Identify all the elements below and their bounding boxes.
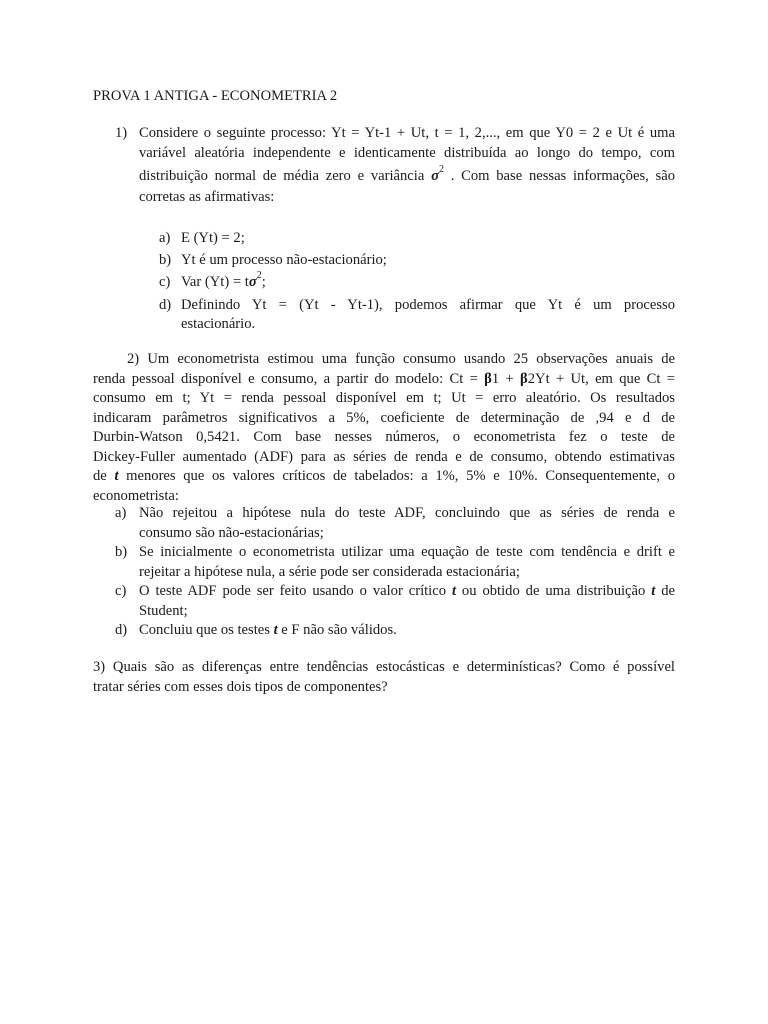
- option-label: b): [115, 544, 128, 560]
- option-label: b): [159, 251, 172, 268]
- option-text: E (Yt) = 2;: [181, 230, 245, 246]
- option-1c: [159, 270, 675, 294]
- option-text: [139, 582, 675, 621]
- question-1: [115, 124, 675, 207]
- option-2a: [115, 504, 675, 543]
- option-line: rejeitar a hipótese nula, a série pode ser considerada estacionária;: [139, 563, 520, 580]
- option-text-part: ;: [261, 274, 266, 290]
- question-2-line: indicaram parâmetros significativos a 5%, coeficiente de determinação de ,94 e d de: [93, 409, 675, 426]
- option-text: [139, 543, 675, 582]
- question-2-line: 2) Um econometrista estimou uma função consumo usando 25 observações anuais de: [127, 351, 675, 367]
- text-part: e F não são válidos.: [277, 622, 397, 638]
- option-text: [139, 621, 675, 641]
- text-part: Concluiu que os testes: [139, 622, 274, 638]
- question-2-options: [115, 504, 675, 641]
- question-1-options: [159, 229, 675, 337]
- text-part: ou obtido de uma distribuição: [456, 583, 652, 599]
- option-1d: [159, 296, 675, 335]
- question-1-line: corretas as afirmativas:: [139, 188, 275, 205]
- question-1-line: variável aleatória independente e identicamente distribuída ao longo do tempo, com: [139, 144, 675, 161]
- variance-text: distribuição normal de média zero e variância: [139, 168, 432, 184]
- model-text: renda pessoal disponível e consumo, a partir do modelo: Ct =: [93, 370, 485, 387]
- model-text: 2Yt + Ut, em que Ct =: [527, 370, 675, 387]
- beta-symbol: β: [484, 370, 492, 387]
- option-text: [181, 270, 675, 294]
- t-symbol: t: [273, 622, 278, 638]
- option-line: Definindo Yt = (Yt - Yt-1), podemos afirmar que Yt é um processo: [181, 296, 675, 313]
- option-line: [139, 582, 675, 602]
- text-part: de: [655, 583, 675, 599]
- option-2c: [115, 582, 675, 621]
- t-symbol: t: [651, 583, 656, 599]
- text-part: O teste ADF pode ser feito usando o valor crítico: [139, 583, 452, 599]
- option-label: c): [115, 583, 127, 599]
- superscript-2: 2: [438, 164, 444, 175]
- question-2-line: consumo em t; Yt = renda pessoal disponível em t; Ut = erro aleatório. Os resultados: [93, 390, 675, 406]
- option-label: d): [159, 296, 172, 313]
- variance-text-after: . Com base nessas informações, são: [443, 168, 675, 184]
- option-1a: [159, 229, 675, 249]
- question-3-line: 3) Quais são as diferenças entre tendências estocásticas e determinísticas? Como é possível: [93, 659, 675, 675]
- superscript-2: 2: [256, 270, 262, 281]
- option-1b: [159, 251, 675, 271]
- option-line: Se inicialmente o econometrista utilizar uma equação de teste com tendência e drift e: [139, 544, 675, 560]
- question-1-line-variance: [139, 164, 675, 188]
- question-2-line-t: [93, 467, 675, 487]
- question-2-line-model: [93, 370, 675, 390]
- option-2b: [115, 543, 675, 582]
- option-line: estacionário.: [181, 316, 256, 332]
- option-label: c): [159, 274, 171, 290]
- t-symbol: t: [451, 583, 456, 599]
- question-3-line: tratar séries com esses dois tipos de componentes?: [93, 678, 388, 695]
- sigma-symbol: σ: [431, 168, 439, 184]
- question-2-line: Durbin-Watson 0,5421. Com base nesses números, o econometrista fez o teste de: [93, 429, 675, 445]
- sigma-symbol: σ: [248, 274, 257, 290]
- question-3: [93, 658, 675, 697]
- question-1-line: Considere o seguinte processo: Yt = Yt-1 + Ut, t = 1, 2,..., em que Y0 = 2 e Ut é uma: [139, 125, 675, 141]
- question-1-text: [139, 124, 675, 207]
- option-line: consumo são não-estacionárias;: [139, 524, 324, 541]
- model-text: 1 +: [491, 370, 521, 387]
- option-line: Não rejeitou a hipótese nula do teste ADF, concluindo que as séries de renda e: [139, 505, 675, 521]
- text-part: menores que os valores críticos de tabelados: a 1%, 5% e 10%. Consequentemente, o: [118, 468, 675, 484]
- option-text: [181, 296, 675, 335]
- t-symbol: t: [114, 468, 119, 484]
- option-text: Yt é um processo não-estacionário;: [181, 251, 387, 268]
- text-part: de: [93, 468, 115, 484]
- option-text-part: Var (Yt) = t: [181, 274, 249, 290]
- page-title: PROVA 1 ANTIGA - ECONOMETRIA 2: [93, 88, 338, 104]
- option-text: [139, 504, 675, 543]
- option-label: d): [115, 622, 128, 638]
- question-2-line: econometrista:: [93, 487, 179, 504]
- question-2-line: Dickey-Fuller aumentado (ADF) para as séries de renda e de consumo, obtendo estimativas: [93, 448, 675, 465]
- option-line: Student;: [139, 602, 188, 619]
- option-2d: [115, 621, 675, 641]
- question-1-number: 1): [115, 125, 128, 141]
- question-2: [93, 350, 675, 506]
- option-label: a): [159, 230, 171, 246]
- option-label: a): [115, 505, 127, 521]
- beta-symbol: β: [520, 370, 528, 387]
